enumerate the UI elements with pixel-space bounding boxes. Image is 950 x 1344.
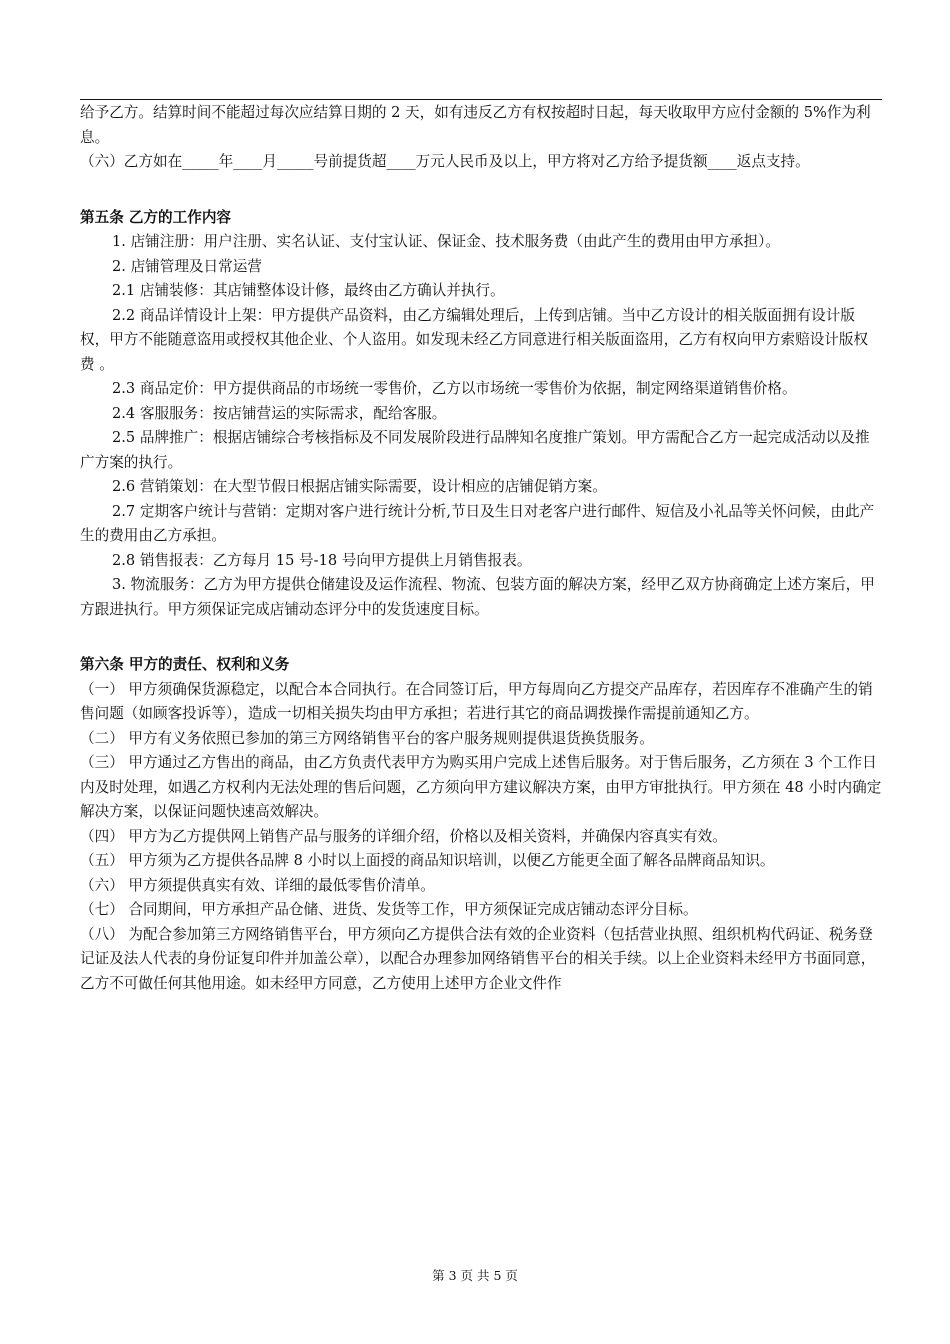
- section-6-item: （五） 甲方须为乙方提供各品牌 8 小时以上面授的商品知识培训，以便乙方能更全面了解各品牌商品知识。: [80, 852, 775, 869]
- paragraph-settlement: 给予乙方。结算时间不能超过每次应结算日期的 2 天，如有违反乙方有权按超时日起，每天收取甲方应付金额的 5%作为利息。: [80, 104, 871, 146]
- section-5-item: 2.4 客服服务：按店铺营运的实际需求，配给客服。: [112, 404, 447, 422]
- section-6-item: （六） 甲方须提供真实有效、详细的最低零售价清单。: [80, 876, 435, 894]
- section-5-item: 3. 物流服务：乙方为甲方提供仓储建设及运作流程、物流、包装方面的解决方案，经甲乙双方协商确定上述方案后，甲方跟进执行。甲方须保证完成店铺动态评分中的发货速度目标。: [80, 576, 875, 618]
- header-rule: [80, 99, 882, 100]
- section-5-item: 2.5 品牌推广：根据店铺综合考核指标及不同发展阶段进行品牌知名度推广策划。甲方需配合乙方一起完成活动以及推广方案的执行。: [80, 429, 870, 471]
- document-body: [80, 101, 882, 996]
- section-6-item: （七） 合同期间，甲方承担产品仓储、进货、发货等工作，甲方须保证完成店铺动态评分目标。: [80, 901, 698, 918]
- section-5-heading: 第五条 乙方的工作内容: [80, 208, 232, 226]
- section-6-item: （八） 为配合参加第三方网络销售平台，甲方须向乙方提供合法有效的企业资料（包括营业执照、组织机构代码证、税务登记证及法人代表的身份证复印件并加盖公章），以配合办理参加网络销售平台的相关手续。以上企业资料未经甲方书面同意，乙方不可做任何其他用途。如未经甲方同意，乙方使用上述甲方企业文件作: [80, 925, 876, 992]
- section-gap: [80, 175, 882, 206]
- section-5-item: 2.3 商品定价：甲方提供商品的市场统一零售价，乙方以市场统一零售价为依据，制定网络渠道销售价格。: [112, 380, 797, 397]
- section-6-item: （一） 甲方须确保货源稳定，以配合本合同执行。在合同签订后，甲方每周向乙方提交产品库存，若因库存不准确产生的销售问题（如顾客投诉等），造成一切相关损失均由甲方承担；若进行其它的商品调拨操作需提前通知乙方。: [80, 680, 873, 722]
- section-6-item: （四） 甲方为乙方提供网上销售产品与服务的详细介绍，价格以及相关资料，并确保内容真实有效。: [80, 827, 727, 845]
- section-6-item: （二） 甲方有义务依照已参加的第三方网络销售平台的客户服务规则提供退货换货服务。: [80, 729, 654, 747]
- section-5-item: 2. 店铺管理及日常运营: [112, 257, 262, 275]
- section-5-item: 2.6 营销策划：在大型节假日根据店铺实际需要，设计相应的店铺促销方案。: [112, 478, 607, 495]
- section-5-item: 2.8 销售报表：乙方每月 15 号-18 号向甲方提供上月销售报表。: [112, 551, 532, 569]
- section-6-heading: 第六条 甲方的责任、权利和义务: [80, 656, 290, 673]
- section-6-item: （三） 甲方通过乙方售出的商品，由乙方负责代表甲方为购买用户完成上述售后服务。对于售后服务，乙方须在 3 个工作日内及时处理，如遇乙方权利内无法处理的售后问题，乙方须向甲方建议解决方案，由甲方审批执行。甲方须在 48 小时内确定解决方案，以保证问题快速高效解决。: [80, 754, 882, 820]
- section-gap: [80, 622, 882, 653]
- section-5-item: 2.2 商品详情设计上架：甲方提供产品资料，由乙方编辑处理后，上传到店铺。当中乙方设计的相关版面拥有设计版权，甲方不能随意盗用或授权其他企业、个人盗用。如发现未经乙方同意进行相关版面盗用，乙方有权向甲方索赔设计版权费 。: [80, 306, 869, 373]
- section-5-item: 2.7 定期客户统计与营销：定期对客户进行统计分析,节日及生日对老客户进行邮件、短信及小礼品等关怀问候，由此产生的费用由乙方承担。: [80, 502, 875, 544]
- section-5-item: 2.1 店铺装修：其店铺整体设计修，最终由乙方确认并执行。: [112, 282, 505, 299]
- section-5-item: 1. 店铺注册：用户注册、实名认证、支付宝认证、保证金、技术服务费（由此产生的费用由甲方承担）。: [112, 233, 780, 250]
- paragraph-rebate: （六）乙方如在_____年____月_____号前提货超____万元人民币及以上，甲方将对乙方给予提货额____返点支持。: [80, 153, 810, 170]
- page-number-footer: 第 3 页 共 5 页: [432, 1268, 518, 1283]
